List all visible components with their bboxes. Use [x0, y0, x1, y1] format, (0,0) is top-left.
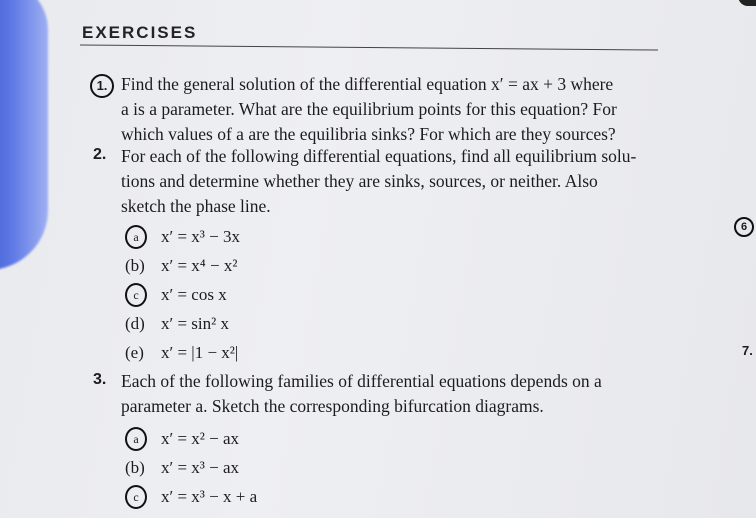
equation: x′ = x² − ax [161, 428, 240, 448]
problem-3-line-2: parameter a. Sketch the corresponding bifurcation diagrams. [121, 396, 544, 416]
finger-thumb [0, 0, 48, 270]
equation: x′ = cos x [161, 284, 227, 304]
equation: x′ = x³ − x + a [161, 486, 258, 506]
problem-2-line-3: sketch the phase line. [121, 196, 271, 216]
list-item [125, 309, 240, 338]
problem-1-number: 1. [90, 74, 114, 98]
equation: x′ = x³ − 3x [161, 226, 240, 246]
equation: x′ = x⁴ − x² [161, 255, 238, 275]
list-item [125, 280, 240, 309]
problem-2-line-2: tions and determine whether they are sinks, sources, or neither. Also [121, 171, 598, 191]
list-item [125, 482, 257, 511]
problem-1-line-2: a is a parameter. What are the equilibrium points for this equation? For [121, 99, 617, 119]
equation: x′ = sin² x [161, 313, 229, 333]
problem-1-line-1: Find the general solution of the differential equation x′ = ax + 3 where [121, 74, 614, 94]
problem-2-items [125, 222, 240, 367]
problem-1 [121, 72, 686, 147]
list-item [125, 222, 240, 251]
equation: x′ = |1 − x²| [161, 342, 239, 362]
circled-label: c [125, 283, 147, 307]
problem-1-line-3: which values of a are the equilibria sinks? For which are they sources? [121, 124, 616, 144]
list-item [125, 453, 257, 482]
page-corner [738, 0, 756, 6]
margin-number-7: 7. [742, 343, 753, 358]
problem-2-line-1: For each of the following differential equations, find all equilibrium solu- [121, 146, 637, 166]
problem-3-items [125, 424, 257, 511]
item-label: (b) [125, 255, 145, 275]
problem-2-number: 2. [93, 146, 107, 163]
circled-label: c [125, 485, 147, 509]
margin-number-6: 6 [734, 217, 754, 237]
problem-3-line-1: Each of the following families of differential equations depends on a [121, 371, 602, 391]
section-heading: EXERCISES [82, 23, 198, 42]
circled-label: a [125, 427, 147, 451]
problem-3-number: 3. [93, 371, 107, 388]
equation: x′ = x³ − ax [161, 457, 240, 477]
circled-label: a [125, 225, 147, 249]
problem-3 [121, 369, 686, 419]
item-label: (b) [125, 457, 145, 477]
list-item [125, 251, 240, 280]
item-label: (e) [125, 342, 144, 362]
list-item [125, 424, 257, 453]
list-item [125, 338, 240, 367]
problem-2 [121, 144, 686, 219]
item-label: (d) [125, 313, 145, 333]
heading-rule [80, 44, 658, 50]
